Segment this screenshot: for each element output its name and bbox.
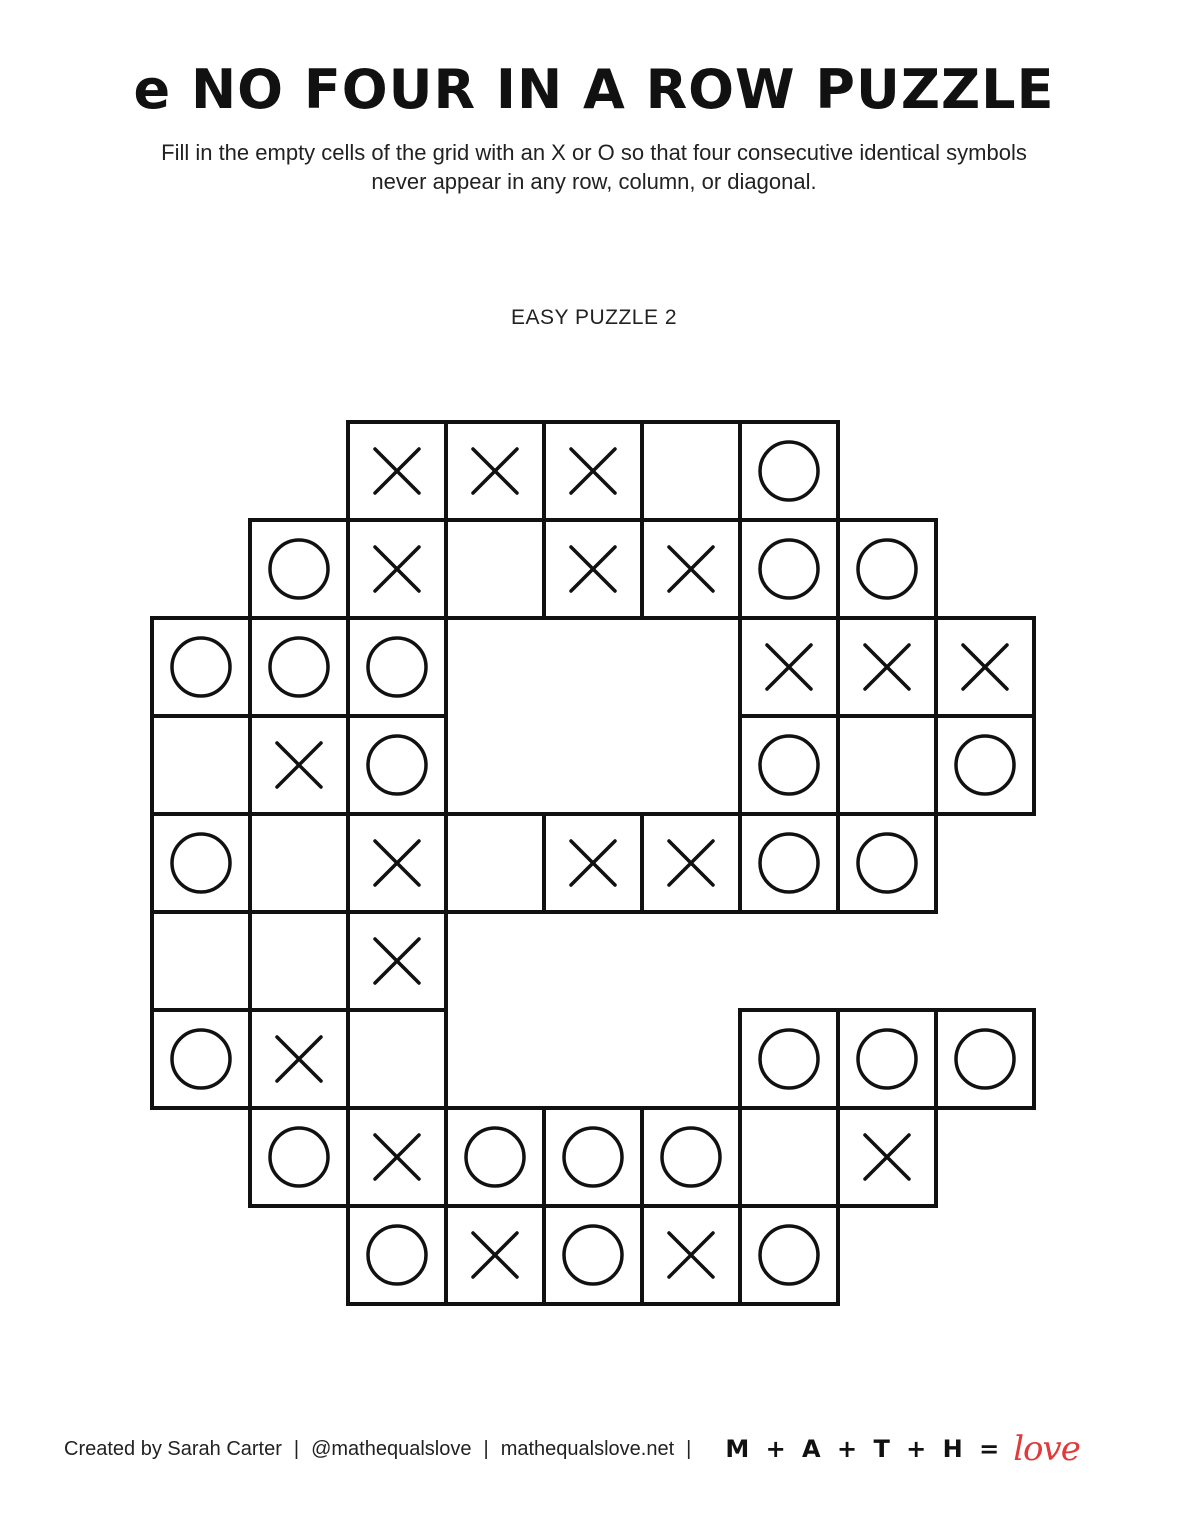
grid-cell xyxy=(544,814,642,912)
grid-cell[interactable] xyxy=(446,814,544,912)
footer-separator: | xyxy=(686,1437,692,1460)
grid-cell[interactable] xyxy=(348,1010,446,1108)
grid-cell xyxy=(740,716,838,814)
footer-separator: | xyxy=(293,1437,300,1460)
grid-cell xyxy=(740,422,838,520)
grid-cell xyxy=(348,1108,446,1206)
grid-cell xyxy=(936,618,1034,716)
grid-cell xyxy=(446,1206,544,1304)
grid-cell xyxy=(348,814,446,912)
grid-cell xyxy=(740,618,838,716)
grid-cell[interactable] xyxy=(250,814,348,912)
grid-cell xyxy=(740,1010,838,1108)
grid-cell xyxy=(936,716,1034,814)
grid-cell[interactable] xyxy=(642,422,740,520)
grid-cell xyxy=(152,618,250,716)
grid-cell[interactable] xyxy=(152,912,250,1010)
grid-cell xyxy=(544,1108,642,1206)
page-title: e NO FOUR IN A ROW PUZZLE xyxy=(133,58,1055,121)
footer-credit: Created by Sarah Carter xyxy=(64,1437,282,1460)
grid-cell xyxy=(250,1108,348,1206)
grid-cell xyxy=(642,814,740,912)
grid-cell xyxy=(936,1010,1034,1108)
grid-cell xyxy=(250,618,348,716)
brand-logo-text: M + A + T + H = xyxy=(725,1435,1004,1463)
grid-cell xyxy=(642,1206,740,1304)
grid-cell xyxy=(152,1010,250,1108)
grid-cell xyxy=(348,912,446,1010)
grid-cell xyxy=(348,422,446,520)
grid-cell xyxy=(740,1206,838,1304)
grid-cell xyxy=(348,520,446,618)
grid-cell xyxy=(250,1010,348,1108)
grid-cell xyxy=(740,520,838,618)
grid-cell xyxy=(838,618,936,716)
grid-cell xyxy=(446,1108,544,1206)
grid-cell[interactable] xyxy=(446,520,544,618)
grid-cell xyxy=(348,716,446,814)
grid-cell xyxy=(838,520,936,618)
puzzle-label: EASY PUZZLE 2 xyxy=(510,306,677,329)
grid-cell[interactable] xyxy=(740,1108,838,1206)
grid-cell xyxy=(152,814,250,912)
footer-website: mathequalslove.net xyxy=(500,1437,675,1460)
grid-cell[interactable] xyxy=(152,716,250,814)
footer-separator: | xyxy=(483,1437,489,1460)
footer-handle: @mathequalslove xyxy=(311,1437,472,1460)
grid-cell[interactable] xyxy=(250,912,348,1010)
grid-cell xyxy=(838,814,936,912)
grid-cell xyxy=(348,1206,446,1304)
footer xyxy=(64,1429,1080,1469)
grid-cell xyxy=(838,1010,936,1108)
grid-cell xyxy=(642,520,740,618)
grid-cell xyxy=(544,1206,642,1304)
grid-cell[interactable] xyxy=(838,716,936,814)
grid-cell xyxy=(250,716,348,814)
instructions-line-2: never appear in any row, column, or diagonal. xyxy=(371,169,817,194)
grid-cell xyxy=(446,422,544,520)
grid-cell xyxy=(348,618,446,716)
grid-cell xyxy=(250,520,348,618)
brand-love-script: love xyxy=(1013,1429,1080,1469)
grid-cell xyxy=(544,520,642,618)
grid-cell xyxy=(642,1108,740,1206)
grid-cell xyxy=(544,422,642,520)
instructions-line-1: Fill in the empty cells of the grid with an X or O so that four consecutive identical symbols xyxy=(161,140,1027,165)
grid-cell xyxy=(838,1108,936,1206)
grid-cell xyxy=(740,814,838,912)
